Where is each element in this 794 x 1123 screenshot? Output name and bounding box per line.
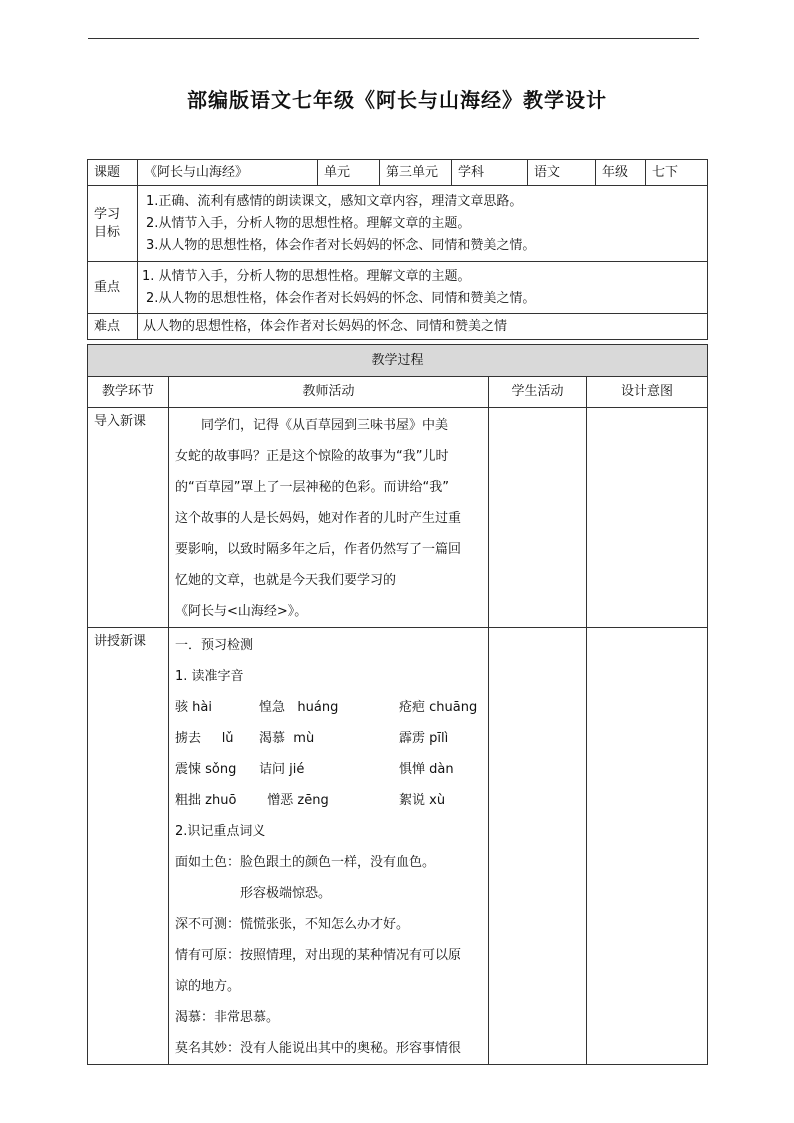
goals-label-line1: 学习 — [94, 206, 121, 222]
intro-teacher-activity — [169, 408, 489, 628]
pinyin-word: 诘问 — [259, 762, 286, 777]
lesson-info-table — [87, 159, 708, 340]
pinyin-item — [175, 723, 259, 754]
sub-heading: 1. 读准字音 — [175, 669, 244, 684]
xueke-value: 语文 — [528, 160, 596, 186]
key-item: 1. 从情节入手，分析人物的思想性格。理解文章的主题。 — [142, 269, 471, 284]
pinyin-row — [175, 754, 484, 785]
section-heading: 一．预习检测 — [175, 638, 254, 653]
intro-line: 的“百草园”罩上了一层神秘的色彩。而讲给“我” — [175, 480, 449, 495]
pinyin-reading: sǒng — [205, 762, 237, 777]
pinyin-row — [175, 723, 484, 754]
vocab-line: 面如土色：脸色跟土的颜色一样，没有血色。 — [175, 855, 436, 870]
vocab-line: 莫名其妙：没有人能说出其中的奥秘。形容事情很 — [175, 1041, 462, 1056]
document-title: 部编版语文七年级《阿长与山海经》教学设计 — [187, 88, 607, 112]
key-content — [138, 262, 708, 314]
pinyin-reading: chuāng — [429, 700, 478, 715]
pinyin-reading: jié — [289, 762, 305, 777]
key-item: 2.从人物的思想性格，体会作者对长妈妈的怀念、同情和赞美之情。 — [146, 291, 536, 306]
pinyin-item — [399, 723, 448, 754]
pinyin-word: 霹雳 — [399, 731, 426, 746]
goal-item: 3.从人物的思想性格，体会作者对长妈妈的怀念、同情和赞美之情。 — [146, 238, 536, 253]
goals-label — [88, 186, 138, 262]
vocab-line: 深不可测：慌慌张张，不知怎么办才好。 — [175, 917, 410, 932]
pinyin-word: 惧惮 — [399, 762, 426, 777]
col-stage: 教学环节 — [88, 377, 169, 408]
col-intent: 设计意图 — [587, 377, 708, 408]
pinyin-word: 憎恶 — [267, 793, 294, 808]
teach-teacher-activity — [169, 628, 489, 1065]
pinyin-reading: zēng — [297, 793, 329, 808]
process-columns-row — [88, 377, 708, 408]
vocab-line: 渴慕：非常思慕。 — [175, 1010, 280, 1025]
process-header-row — [88, 345, 708, 377]
pinyin-item — [175, 785, 259, 816]
teach-row — [88, 628, 708, 1065]
pinyin-item — [175, 754, 259, 785]
pinyin-word: 疮疤 — [399, 700, 426, 715]
pinyin-row — [175, 785, 484, 816]
pinyin-word: 粗拙 — [175, 793, 202, 808]
keti-value: 《阿长与山海经》 — [138, 160, 318, 186]
teach-design-intent — [587, 628, 708, 1065]
key-row — [88, 262, 708, 314]
goal-item: 2.从情节入手，分析人物的思想性格。理解文章的主题。 — [146, 216, 471, 231]
pinyin-word: 絮说 — [399, 793, 426, 808]
pinyin-reading: hài — [192, 700, 212, 715]
sub-heading: 2.识记重点词义 — [175, 824, 266, 839]
teaching-process-table — [87, 344, 708, 1065]
intro-student-activity — [489, 408, 587, 628]
pinyin-reading: dàn — [429, 762, 454, 777]
xueke-label: 学科 — [452, 160, 528, 186]
pinyin-word: 惶急 — [259, 700, 286, 715]
goals-content — [138, 186, 708, 262]
intro-row — [88, 408, 708, 628]
intro-design-intent — [587, 408, 708, 628]
keti-label: 课题 — [88, 160, 138, 186]
vocab-line: 情有可原：按照情理，对出现的某种情况有可以原 — [175, 948, 462, 963]
pinyin-item — [259, 785, 399, 816]
pinyin-item — [259, 692, 399, 723]
pinyin-item — [399, 754, 454, 785]
nianji-label: 年级 — [596, 160, 646, 186]
pinyin-row — [175, 692, 484, 723]
difficult-label: 难点 — [88, 314, 138, 340]
intro-line: 要影响，以致时隔多年之后，作者仍然写了一篇回 — [175, 542, 462, 557]
pinyin-item — [259, 723, 399, 754]
intro-stage: 导入新课 — [88, 408, 169, 628]
teach-student-activity — [489, 628, 587, 1065]
teach-stage: 讲授新课 — [88, 628, 169, 1065]
pinyin-word: 骇 — [175, 700, 189, 715]
difficult-content: 从人物的思想性格，体会作者对长妈妈的怀念、同情和赞美之情 — [138, 314, 708, 340]
header-rule — [88, 38, 699, 39]
intro-line: 这个故事的人是长妈妈，她对作者的儿时产生过重 — [175, 511, 462, 526]
danyuan-value: 第三单元 — [380, 160, 452, 186]
goals-row — [88, 186, 708, 262]
intro-line: 同学们，记得《从百草园到三味书屋》中美 — [175, 418, 449, 433]
pinyin-item — [399, 785, 445, 816]
intro-line: 忆她的文章，也就是今天我们要学习的 — [175, 573, 397, 588]
vocab-line: 谅的地方。 — [175, 979, 241, 994]
pinyin-reading: zhuō — [205, 793, 237, 808]
process-header: 教学过程 — [88, 345, 708, 377]
danyuan-label: 单元 — [318, 160, 380, 186]
vocab-line: 形容极端惊恐。 — [175, 886, 332, 901]
pinyin-reading: pīlì — [429, 731, 449, 746]
pinyin-word: 渴慕 — [259, 731, 286, 746]
col-student: 学生活动 — [489, 377, 587, 408]
pinyin-item — [259, 754, 399, 785]
pinyin-word: 掳去 — [175, 731, 202, 746]
pinyin-reading: xù — [429, 793, 446, 808]
info-row — [88, 160, 708, 186]
pinyin-reading: huáng — [297, 700, 339, 715]
pinyin-item — [399, 692, 477, 723]
goal-item: 1.正确、流利有感情的朗读课文，感知文章内容，理清文章思路。 — [146, 194, 523, 209]
pinyin-item — [175, 692, 259, 723]
intro-line: 《阿长与<山海经>》。 — [175, 604, 308, 619]
goals-label-line2: 目标 — [94, 224, 121, 240]
key-label: 重点 — [88, 262, 138, 314]
difficult-row — [88, 314, 708, 340]
pinyin-reading: lǔ — [221, 731, 234, 746]
pinyin-word: 震悚 — [175, 762, 202, 777]
pinyin-reading: mù — [293, 731, 315, 746]
col-teacher: 教师活动 — [169, 377, 489, 408]
intro-line: 女蛇的故事吗？正是这个惊险的故事为“我”儿时 — [175, 449, 449, 464]
nianji-value: 七下 — [646, 160, 708, 186]
